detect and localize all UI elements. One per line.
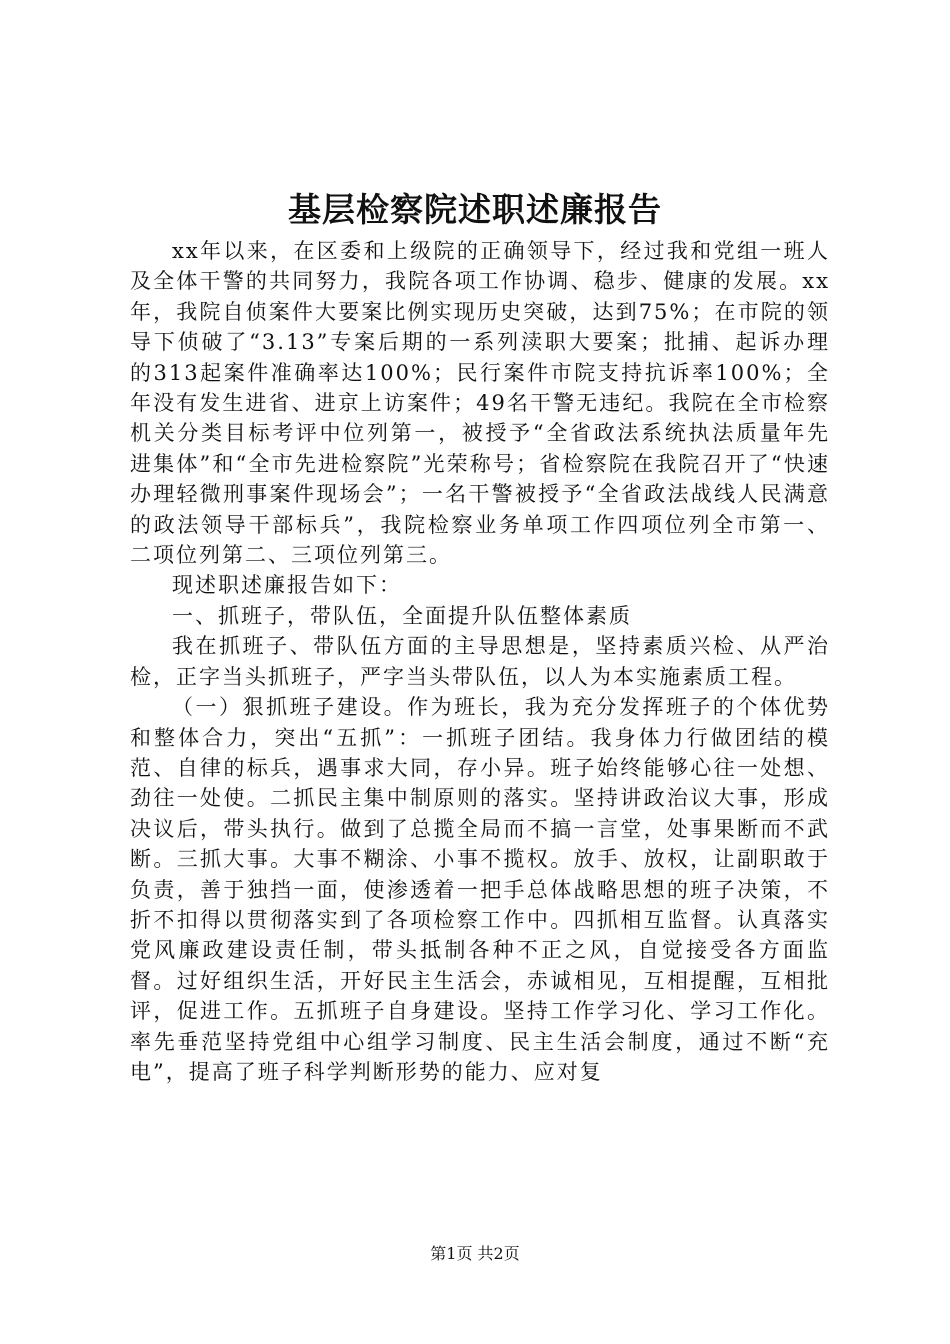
paragraph-intro: xx年以来，在区委和上级院的正确领导下，经过我和党组一班人及全体干警的共同努力，我院各项工作协调、稳步、健康的发展。xx年，我院自侦案件大要案比例实现历史突破，达到75%；在市院的领导下侦破了“3.13”专案后期的一系列渎职大要案；批捕、起诉办理的313起案件准确率达100%；民行案件市院支持抗诉率100%；全年没有发生进省、进京上访案件；49名干警无违纪。我院在全市检察机关分类目标考评中位列第一，被授予“全省政法系统执法质量年先进集体”和“全市先进检察院”光荣称号；省检察院在我院召开了“快速办理轻微刑事案件现场会”；一名干警被授予“全省政法战线人民满意的政法领导干部标兵”，我院检察业务单项工作四项位列全市第一、二项位列第二、三项位列第三。 bbox=[130, 239, 830, 568]
paragraph-report-lead: 现述职述廉报告如下： bbox=[172, 573, 402, 598]
document-body bbox=[130, 236, 830, 1087]
page-footer: 第1页 共2页 bbox=[430, 1244, 520, 1263]
paragraph-guiding-idea: 我在抓班子、带队伍方面的主导思想是，坚持素质兴检、从严治检，正字当头抓班子，严字当头带队伍，以人为本实施素质工程。 bbox=[130, 634, 830, 689]
document-title: 基层检察院述职述廉报告 bbox=[288, 190, 662, 229]
section-heading-1: 一、抓班子，带队伍，全面提升队伍整体素质 bbox=[172, 603, 632, 628]
paragraph-team-building: （一）狠抓班子建设。作为班长，我为充分发挥班子的个体优势和整体合力，突出“五抓”：一抓班子团结。我身体力行做团结的模范、自律的标兵，遇事求大同，存小异。班子始终能够心往一处想、劲往一处使。二抓民主集中制原则的落实。坚持讲政治议大事，形成决议后，带头执行。做到了总揽全局而不搞一言堂，处事果断而不武断。三抓大事。大事不糊涂、小事不揽权。放手、放权，让副职敢于负责，善于独挡一面，使渗透着一把手总体战略思想的班子决策，不折不扣得以贯彻落实到了各项检察工作中。四抓相互监督。认真落实党风廉政建设责任制，带头抵制各种不正之风，自觉接受各方面监督。过好组织生活，开好民主生活会，赤诚相见，互相提醒，互相批评，促进工作。五抓班子自身建设。坚持工作学习化、学习工作化。率先垂范坚持党组中心组学习制度、民主生活会制度，通过不断“充电”，提高了班子科学判断形势的能力、应对复 bbox=[130, 695, 830, 1084]
